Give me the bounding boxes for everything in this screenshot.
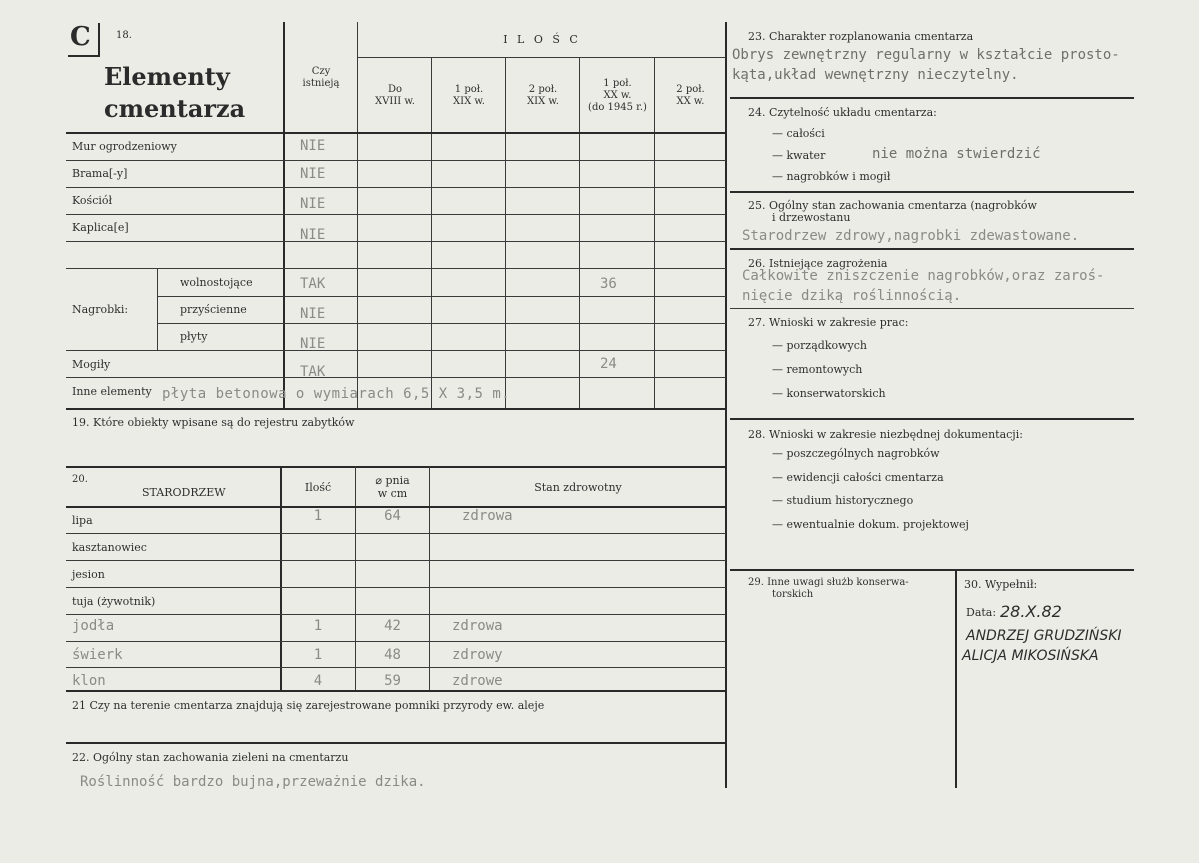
- q25-label-line2: i drzewostanu: [772, 211, 851, 224]
- tree-state-swierk: zdrowy: [452, 647, 503, 663]
- q23-label: 23. Charakter rozplanowania cmentarza: [748, 30, 974, 43]
- tree-state-lipa: zdrowa: [462, 508, 513, 524]
- section-letter: C: [70, 22, 91, 52]
- q28-item-ewidencji: — ewidencji całości cmentarza: [772, 471, 944, 484]
- tree-diam-lipa: 64: [384, 508, 401, 524]
- q24-label: 24. Czytelność układu cmentarza:: [748, 106, 937, 119]
- nagrobki-plyty-label: płyty: [180, 330, 208, 343]
- q30-label: 30. Wypełnił:: [964, 578, 1038, 591]
- inne-elementy-value: płyta betonowa o wymiarach 6,5 X 3,5 m.: [162, 386, 511, 402]
- tree-count-klon: 4: [313, 673, 323, 689]
- inne-elementy-label: Inne elementy: [72, 385, 152, 398]
- czy-istnieja-header: Czy istnieją: [302, 66, 340, 89]
- row-exists-kosciol: NIE: [300, 196, 326, 212]
- q27-label: 27. Wnioski w zakresie prac:: [748, 316, 909, 329]
- q24-item-nagrobkow: — nagrobków i mogił: [772, 170, 891, 183]
- tree-diam-klon: 59: [384, 673, 401, 689]
- period-col-1: Do XVIII w.: [375, 84, 415, 107]
- q25-label-line1: 25. Ogólny stan zachowania cmentarza (nagrobków: [748, 199, 1037, 212]
- tree-state-klon: zdrowe: [452, 673, 503, 689]
- q28-item-nagrobkow: — poszczególnych nagrobków: [772, 447, 940, 460]
- q25-answer: Starodrzew zdrowy,nagrobki zdewastowane.: [742, 228, 1080, 244]
- q22-answer: Roślinność bardzo bujna,przeważnie dzika.: [80, 774, 426, 790]
- starodrzew-col-ilosc: Ilość: [304, 481, 332, 494]
- title-line2: cmentarza: [104, 94, 246, 123]
- q27-item-remontowych: — remontowych: [772, 363, 863, 376]
- q30-name-2: ALICJA MIKOSIŃSKA: [962, 648, 1099, 664]
- tree-species-klon: klon: [72, 673, 106, 689]
- mogily-exists: TAK: [300, 364, 326, 380]
- row-label-mur: Mur ogrodzeniowy: [72, 140, 177, 153]
- row-exists-kaplica: NIE: [300, 227, 326, 243]
- row-exists-brama: NIE: [300, 166, 326, 182]
- mogily-count: 24: [600, 356, 617, 372]
- tree-diam-jodla: 42: [384, 618, 401, 634]
- nagrobki-plyty-exists: NIE: [300, 336, 326, 352]
- tree-species-jodla: jodła: [72, 618, 115, 634]
- q26-label: 26. Istniejące zagrożenia: [748, 257, 888, 270]
- q28-item-studium: — studium historycznego: [772, 494, 914, 507]
- period-col-2: 1 poł. XIX w.: [453, 84, 485, 107]
- tree-species-jesion: jesion: [72, 568, 105, 581]
- starodrzew-number: 20.: [72, 474, 88, 485]
- row-label-kaplica: Kaplica[e]: [72, 221, 129, 234]
- starodrzew-col-diam: ⌀ pnia w cm: [375, 474, 410, 500]
- q24-item-calosci: — całości: [772, 127, 825, 140]
- tree-species-swierk: świerk: [72, 647, 123, 663]
- q23-answer-line1: Obrys zewnętrzny regularny w kształcie prosto-: [732, 47, 1120, 63]
- tree-species-lipa: lipa: [72, 514, 93, 527]
- q26-answer-line1: Całkowite zniszczenie nagrobków,oraz zaroś-: [742, 268, 1105, 284]
- title-line1: Elementy: [104, 62, 230, 91]
- mogily-label: Mogiły: [72, 358, 111, 371]
- q19-label: 19. Które obiekty wpisane są do rejestru zabytków: [72, 416, 355, 429]
- q27-item-porzadkowych: — porządkowych: [772, 339, 867, 352]
- q21-label: 21 Czy na terenie cmentarza znajdują się zarejestrowane pomniki przyrody ew. aleje: [72, 699, 545, 712]
- q26-answer-line2: nięcie dziką roślinnością.: [742, 288, 962, 304]
- tree-diam-swierk: 48: [384, 647, 401, 663]
- nagrobki-przyscienne-exists: NIE: [300, 306, 326, 322]
- ilosc-header: I L O Ś C: [503, 33, 581, 46]
- tree-species-tuja: tuja (żywotnik): [72, 595, 156, 608]
- q24-item-kwater: — kwater: [772, 149, 826, 162]
- row-label-brama: Brama[-y]: [72, 167, 128, 180]
- nagrobki-przyscienne-label: przyścienne: [180, 303, 247, 316]
- tree-state-jodla: zdrowa: [452, 618, 503, 634]
- q30-date-label: Data:: [966, 606, 997, 619]
- q28-item-projektowej: — ewentualnie dokum. projektowej: [772, 518, 969, 531]
- tree-count-jodla: 1: [313, 618, 323, 634]
- tree-count-swierk: 1: [313, 647, 323, 663]
- nagrobki-wolnostojace-exists: TAK: [300, 276, 326, 292]
- row-label-kosciol: Kościół: [72, 194, 113, 207]
- q30-date-value: 28.X.82: [1000, 602, 1062, 621]
- period-col-5: 2 poł. XX w.: [676, 84, 705, 107]
- nagrobki-wolnostojace-count: 36: [600, 276, 617, 292]
- section-number: 18.: [116, 30, 132, 41]
- nagrobki-wolnostojace-label: wolnostojące: [180, 276, 253, 289]
- tree-species-kasztanowiec: kasztanowiec: [72, 541, 147, 554]
- q29-label: 29. Inne uwagi służb konserwa- torskich: [748, 577, 909, 600]
- period-col-3: 2 poł. XIX w.: [527, 84, 559, 107]
- starodrzew-header: STARODRZEW: [142, 486, 226, 499]
- q27-item-konserwatorskich: — konserwatorskich: [772, 387, 886, 400]
- row-exists-mur: NIE: [300, 138, 326, 154]
- q28-label: 28. Wnioski w zakresie niezbędnej dokumentacji:: [748, 428, 1023, 441]
- nagrobki-label: Nagrobki:: [72, 303, 129, 316]
- period-col-4: 1 poł. XX w. (do 1945 r.): [588, 78, 647, 113]
- q30-name-1: ANDRZEJ GRUDZIŃSKI: [966, 628, 1122, 644]
- starodrzew-col-stan: Stan zdrowotny: [534, 481, 622, 494]
- q24-answer: nie można stwierdzić: [872, 146, 1041, 162]
- tree-count-lipa: 1: [313, 508, 323, 524]
- q22-label: 22. Ogólny stan zachowania zieleni na cmentarzu: [72, 751, 349, 764]
- q23-answer-line2: kąta,układ wewnętrzny nieczytelny.: [732, 67, 1019, 83]
